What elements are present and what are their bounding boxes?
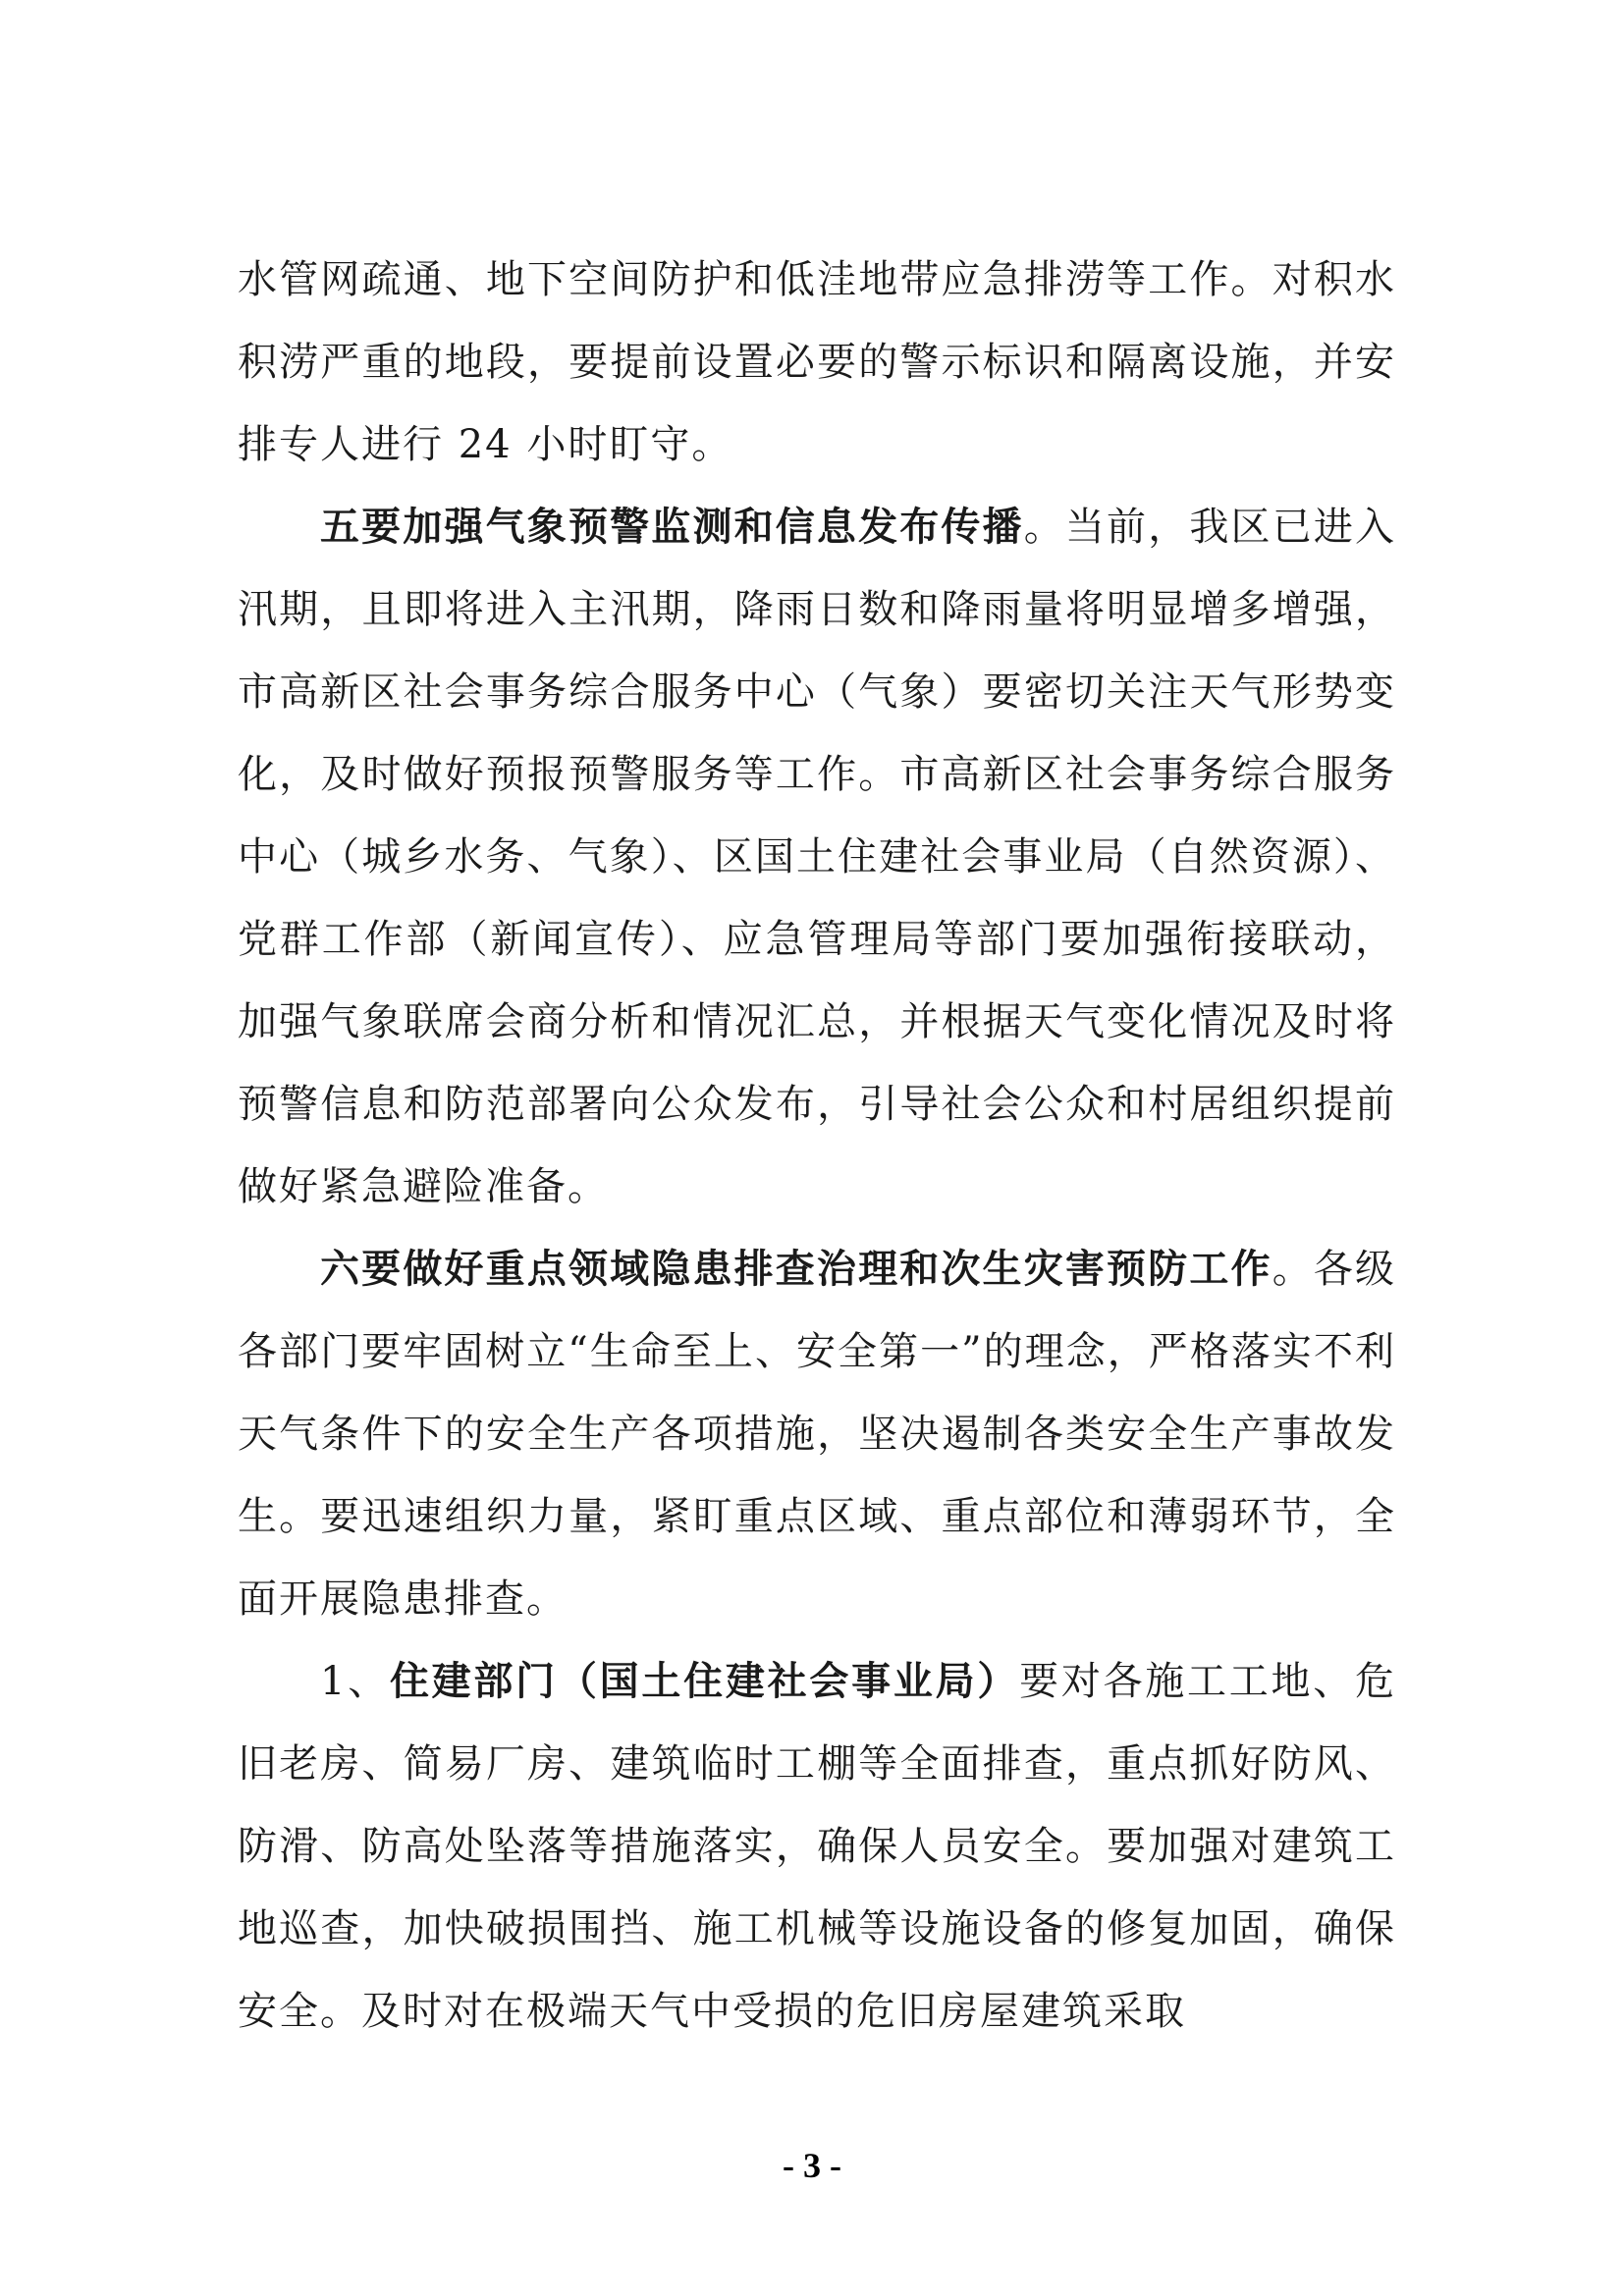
item-heading: 住建部门（国土住建社会事业局） — [389, 1658, 1020, 1704]
section-heading: 五要加强气象预警监测和信息发布传播 — [320, 505, 1024, 550]
document-body — [238, 239, 1396, 2053]
paragraph-text: 水管网疏通、地下空间防护和低洼地带应急排涝等工作。对积水积涝严重的地段，要提前设置必要的警示标识和隔离设施，并安排专人进行 24 小时盯守。 — [238, 257, 1396, 467]
paragraph-text: 要对各施工工地、危旧老房、简易厂房、建筑临时工棚等全面排查，重点抓好防风、防滑、防高处坠落等措施落实，确保人员安全。要加强对建筑工地巡查，加快破损围挡、施工机械等设施设备的修复加固，确保安全。及时对在极端天气中受损的危旧房屋建筑采取 — [238, 1659, 1397, 2034]
paragraph-continuation — [238, 239, 1396, 486]
paragraph-text: 。当前，我区已进入汛期，且即将进入主汛期，降雨日数和降雨量将明显增多增强，市高新区社会事务综合服务中心（气象）要密切关注天气形势变化，及时做好预报预警服务等工作。市高新区社会事务综合服务中心（城乡水务、气象）、区国土住建社会事业局（自然资源）、党群工作部（新闻宣传）、应急管理局等部门要加强衔接联动，加强气象联席会商分析和情况汇总，并根据天气变化情况及时将预警信息和防范部署向公众发布，引导社会公众和村居组织提前做好紧急避险准备。 — [238, 505, 1397, 1209]
item-number: 1、 — [320, 1659, 390, 1704]
paragraph-item-1 — [238, 1640, 1396, 2053]
paragraph-section-six — [238, 1228, 1396, 1640]
page-number: - 3 - — [783, 2146, 841, 2185]
paragraph-section-five — [238, 486, 1396, 1228]
section-heading: 六要做好重点领域隐患排查治理和次生灾害预防工作 — [320, 1247, 1272, 1292]
paragraph-text: 。各级各部门要牢固树立“生命至上、安全第一”的理念，严格落实不利天气条件下的安全生产各项措施，坚决遏制各类安全生产事故发生。要迅速组织力量，紧盯重点区域、重点部位和薄弱环节，全面开展隐患排查。 — [238, 1247, 1397, 1622]
